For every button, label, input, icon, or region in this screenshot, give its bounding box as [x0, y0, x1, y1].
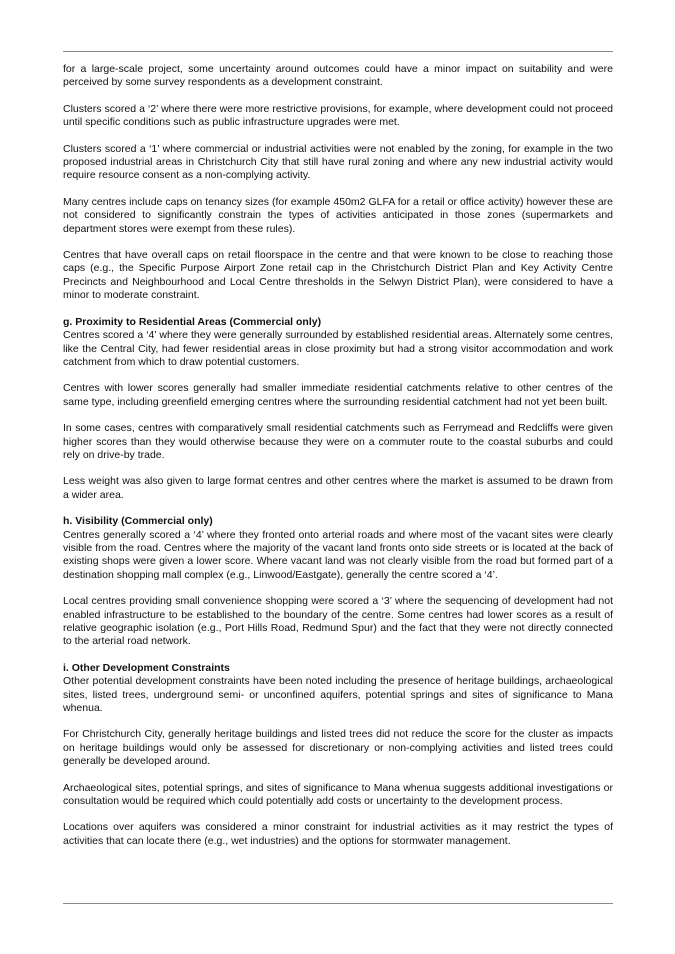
section-heading: i. Other Development Constraints — [63, 661, 230, 674]
body-paragraph: Centres that have overall caps on retail floorspace in the centre and that were known to be close to reaching those caps (e.g., the Specific Purpose Airport Zone retail cap in the Christchurch District Plan and Key Activity Centre Precincts and Neighbourhood and Local Centre thresholds in the Selwyn District Plan), were considered to have a minor to moderate constraint. — [63, 249, 613, 302]
body-paragraph: In some cases, centres with comparatively small residential catchments such as Ferrymead and Redcliffs were given higher scores than they would otherwise because they were on a commuter route to the coastal suburbs and could rely on drive-by trade. — [63, 422, 613, 461]
body-paragraph: Other potential development constraints have been noted including the presence of heritage buildings, archaeological sites, listed trees, underground semi- or unconfined aquifers, potential springs and sites of significance to Mana whenua. — [63, 675, 613, 715]
body-paragraph: Less weight was also given to large format centres and other centres where the market is assumed to be drawn from a wider area. — [63, 475, 613, 501]
body-paragraph: Archaeological sites, potential springs, and sites of significance to Mana whenua suggests additional investigations or consultation would be required which could potentially add costs or uncertainty to the development process. — [63, 781, 613, 808]
body-paragraph: Centres with lower scores generally had smaller immediate residential catchments relative to other centres of the same type, including greenfield emerging centres where the surrounding residential catchment had not yet been built. — [63, 382, 613, 408]
body-paragraph: For Christchurch City, generally heritage buildings and listed trees did not reduce the score for the cluster as impacts on heritage buildings would only be assessed for discretionary or non-complying activities and listed trees could generally be developed around. — [63, 728, 613, 768]
header-rule — [63, 51, 613, 52]
section-heading: h. Visibility (Commercial only) — [63, 515, 213, 528]
body-paragraph: for a large-scale project, some uncertainty around outcomes could have a minor impact on suitability and were perceived by some survey respondents as a development constraint. — [63, 63, 613, 89]
footer-rule — [63, 903, 613, 904]
body-paragraph: Many centres include caps on tenancy sizes (for example 450m2 GLFA for a retail or office activity) however these are not considered to significantly constrain the types of activities anticipated in those zones (supermarkets and department stores were exempt from these rules). — [63, 195, 613, 235]
body-paragraph: Clusters scored a ‘1’ where commercial or industrial activities were not enabled by the zoning, for example in the two proposed industrial areas in Christchurch City that still have rural zoning and where any new industrial activity would require resource consent as a non-complying activity. — [63, 142, 613, 182]
document-body — [63, 63, 613, 861]
section-heading: g. Proximity to Residential Areas (Commercial only) — [63, 315, 322, 328]
body-paragraph: Centres scored a ‘4’ where they were generally surrounded by established residential areas. Alternately some centres, like the Central City, had fewer residential areas in close proximity but had a strong visitor accommodation and work catchment from which to draw potential customers. — [63, 329, 613, 368]
body-paragraph: Locations over aquifers was considered a minor constraint for industrial activities as it may restrict the types of activities that can locate there (e.g., wet industries) and the options for stormwater management. — [63, 821, 613, 847]
body-paragraph: Local centres providing small convenience shopping were scored a ‘3’ where the sequencing of development had not enabled infrastructure to be established to the boundary of the centre. Some centres had lower scores as a result of relative geographic isolation (e.g., Port Hills Road, Redmund Spur) and the fact that they were not directly connected to the arterial road network. — [63, 595, 613, 648]
body-paragraph: Clusters scored a ‘2’ where there were more restrictive provisions, for example, where development could not proceed until specific conditions such as public infrastructure upgrades were met. — [63, 102, 613, 129]
body-paragraph: Centres generally scored a ‘4’ where they fronted onto arterial roads and where most of the vacant sites were clearly visible from the road. Centres where the majority of the vacant land fronts onto side streets or is located at the back of existing shops were given a lower score. Where vacant land was not clearly visible from the road but formed part of a destination shopping mall complex (e.g., Linwood/Eastgate), generally the centre scored a ‘4’. — [63, 528, 613, 581]
